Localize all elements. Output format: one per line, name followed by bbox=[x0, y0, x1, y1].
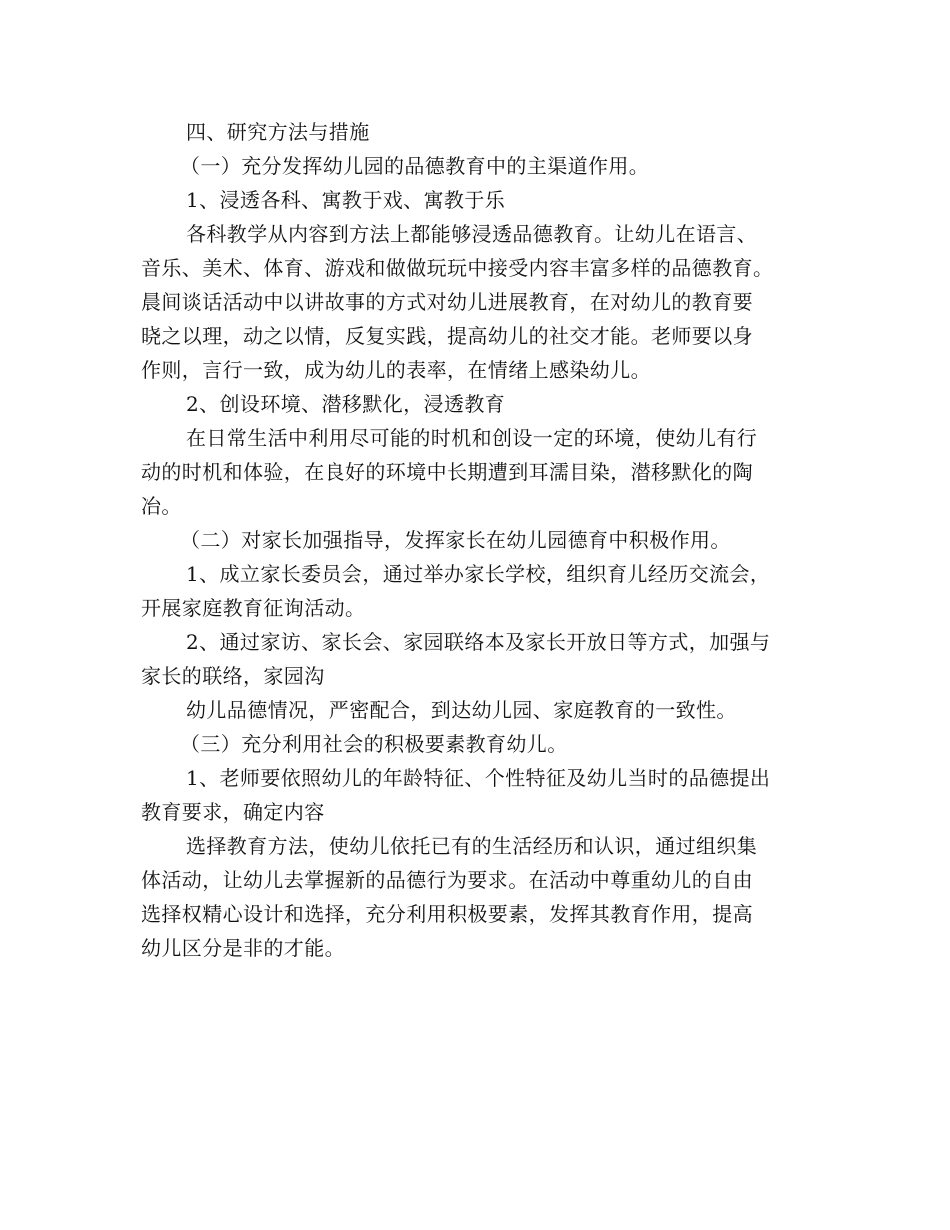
paragraph-line: 晨间谈话活动中以讲故事的方式对幼儿进展教育，在对幼儿的教育要 bbox=[141, 290, 753, 314]
paragraph-line: 冶。 bbox=[141, 494, 182, 518]
paragraph-line: 作则，言行一致，成为幼儿的表率，在情绪上感染幼儿。 bbox=[141, 358, 651, 382]
paragraph-line: 晓之以理，动之以情，反复实践，提高幼儿的社交才能。老师要以身 bbox=[141, 324, 753, 348]
paragraph-line: 教育要求，确定内容 bbox=[141, 800, 325, 824]
paragraph-line: 家长的联络，家园沟 bbox=[141, 664, 325, 688]
item-heading-2-1: 1、成立家长委员会，通过举办家长学校，组织育儿经历交流会， bbox=[186, 562, 771, 586]
paragraph-line: 在日常生活中利用尽可能的时机和创设一定的环境，使幼儿有行 bbox=[186, 426, 758, 450]
item-heading-1-1: 1、浸透各科、寓教于戏、寓教于乐 bbox=[186, 188, 506, 212]
paragraph-line: 动的时机和体验，在良好的环境中长期遭到耳濡目染，潜移默化的陶 bbox=[141, 460, 753, 484]
item-heading-3-1: 1、老师要依照幼儿的年龄特征、个性特征及幼儿当时的品德提出 bbox=[186, 766, 771, 790]
section-heading: 四、研究方法与措施 bbox=[186, 120, 370, 144]
paragraph-line: 幼儿区分是非的才能。 bbox=[141, 936, 345, 960]
item-heading-2-2: 2、通过家访、家长会、家园联络本及家长开放日等方式，加强与 bbox=[186, 630, 771, 654]
item-heading-1-2: 2、创设环境、潜移默化，浸透教育 bbox=[186, 392, 506, 416]
paragraph-line: 选择权精心设计和选择，充分利用积极要素，发挥其教育作用，提高 bbox=[141, 902, 753, 926]
subsection-heading-3: （三）充分利用社会的积极要素教育幼儿。 bbox=[180, 732, 568, 756]
paragraph-line: 选择教育方法，使幼儿依托已有的生活经历和认识，通过组织集 bbox=[186, 834, 758, 858]
paragraph-line: 开展家庭教育征询活动。 bbox=[141, 596, 366, 620]
paragraph-line: 体活动，让幼儿去掌握新的品德行为要求。在活动中尊重幼儿的自由 bbox=[141, 868, 753, 892]
paragraph-line: 音乐、美术、体育、游戏和做做玩玩中接受内容丰富多样的品德教育。 bbox=[141, 256, 774, 280]
subsection-heading-1: （一）充分发挥幼儿园的品德教育中的主渠道作用。 bbox=[180, 154, 650, 178]
paragraph-line: 各科教学从内容到方法上都能够浸透品德教育。让幼儿在语言、 bbox=[186, 222, 758, 246]
paragraph-line: 幼儿品德情况，严密配合，到达幼儿园、家庭教育的一致性。 bbox=[186, 698, 737, 722]
subsection-heading-2: （二）对家长加强指导，发挥家长在幼儿园德育中积极作用。 bbox=[180, 528, 731, 552]
